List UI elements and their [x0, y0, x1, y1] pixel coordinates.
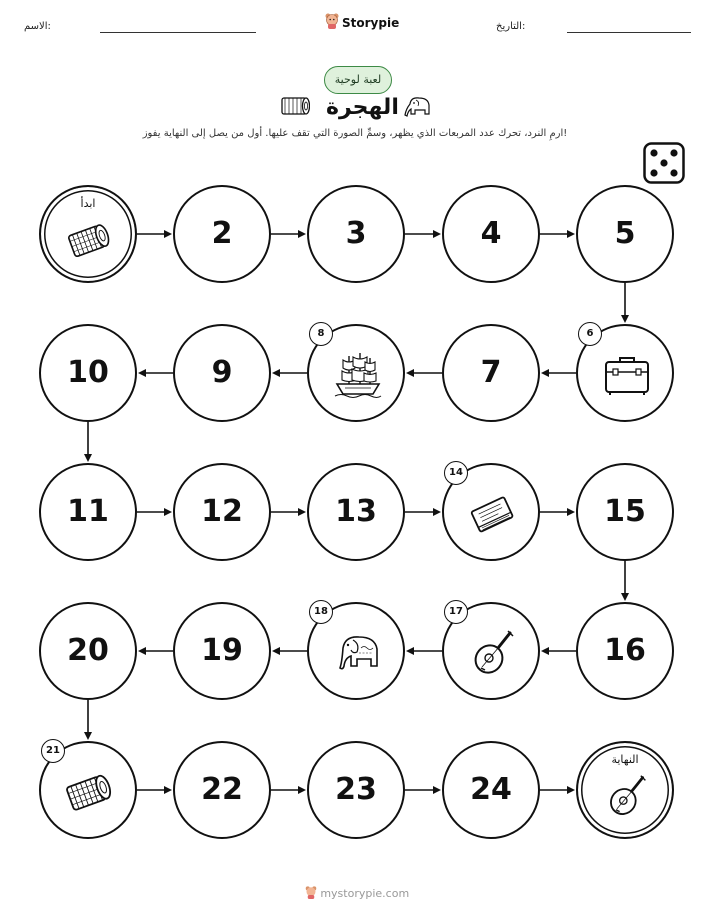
board-cell-10	[39, 324, 137, 422]
footer-url[interactable]: mystorypie.com	[320, 887, 410, 900]
path-arrow	[621, 283, 629, 323]
board-cell-19	[173, 602, 271, 700]
path-arrow	[540, 508, 575, 516]
path-arrow	[406, 647, 442, 655]
board-cell-7	[442, 324, 540, 422]
bear-icon	[305, 887, 321, 900]
board-cell-16	[576, 602, 674, 700]
suitcase-icon	[602, 350, 652, 400]
footer	[0, 886, 714, 900]
board-cell-15	[576, 463, 674, 561]
path-arrow	[540, 786, 575, 794]
board-cell-9	[173, 324, 271, 422]
path-arrow	[540, 230, 575, 238]
path-arrow	[271, 230, 306, 238]
cell-number: 5	[614, 216, 636, 251]
cell-number: 22	[201, 772, 243, 807]
cell-number: 2	[211, 216, 233, 251]
cell-number: 4	[480, 216, 502, 251]
path-arrow	[405, 786, 441, 794]
start-label: ابدأ	[80, 197, 96, 210]
board-cell-12	[173, 463, 271, 561]
path-arrow	[405, 508, 441, 516]
name-label: الاسم:	[24, 21, 51, 32]
cell-number: 12	[201, 494, 243, 529]
ship-icon	[333, 350, 383, 400]
path-arrow	[271, 786, 306, 794]
board-cell-4	[442, 185, 540, 283]
elephant-icon	[333, 628, 383, 678]
path-arrow	[621, 561, 629, 601]
cell-number: 20	[67, 633, 109, 668]
cell-number: 9	[211, 355, 233, 390]
cell-number: 15	[604, 494, 646, 529]
date-label: التاريخ:	[496, 21, 526, 32]
cell-number: 7	[480, 355, 502, 390]
board-cell-22	[173, 741, 271, 839]
path-arrow	[541, 369, 576, 377]
cell-number-badge: 14	[444, 461, 468, 485]
board-cell-11	[39, 463, 137, 561]
cell-number: 13	[335, 494, 377, 529]
rug-icon	[65, 767, 115, 817]
board-cell-24	[442, 741, 540, 839]
cell-number: 16	[604, 633, 646, 668]
board-cell-5	[576, 185, 674, 283]
cell-number-badge: 8	[309, 322, 333, 346]
path-arrow	[137, 230, 172, 238]
oud-icon	[604, 773, 650, 819]
cell-number-badge: 17	[444, 600, 468, 624]
board-cell-1	[39, 185, 137, 283]
game-type-badge: لعبة لوحية	[324, 66, 392, 94]
finish-label: النهاية	[611, 753, 639, 766]
board-cell-20	[39, 602, 137, 700]
cell-number-badge: 6	[578, 322, 602, 346]
brand-name: Storypie	[342, 16, 400, 30]
instructions: ارمِ النرد، تحرك عدد المربعات الذي يظهر، وسمِّ الصورة التي تقف عليها. أول من يصل إلى النهاية يفوز!	[142, 128, 568, 139]
cell-number: 11	[67, 494, 109, 529]
page-title: الهجرة	[326, 95, 399, 120]
path-arrow	[541, 647, 576, 655]
board-cell-2	[173, 185, 271, 283]
cell-number-badge: 18	[309, 600, 333, 624]
cell-number-badge: 21	[41, 739, 65, 763]
path-arrow	[138, 647, 173, 655]
cell-number: 19	[201, 633, 243, 668]
path-arrow	[271, 508, 306, 516]
path-arrow	[84, 700, 92, 740]
board-cell-13	[307, 463, 405, 561]
rug-icon	[67, 217, 113, 263]
path-arrow	[272, 647, 307, 655]
oud-icon	[468, 628, 518, 678]
board-cell-3	[307, 185, 405, 283]
board-cell-23	[307, 741, 405, 839]
cell-number: 3	[345, 216, 367, 251]
path-arrow	[137, 786, 172, 794]
board-cell-25	[576, 741, 674, 839]
cell-number: 10	[67, 355, 109, 390]
path-arrow	[138, 369, 173, 377]
path-arrow	[137, 508, 172, 516]
path-arrow	[272, 369, 307, 377]
path-arrow	[84, 422, 92, 462]
book-icon	[468, 489, 518, 539]
cell-number: 24	[470, 772, 512, 807]
path-arrow	[406, 369, 442, 377]
cell-number: 23	[335, 772, 377, 807]
path-arrow	[405, 230, 441, 238]
